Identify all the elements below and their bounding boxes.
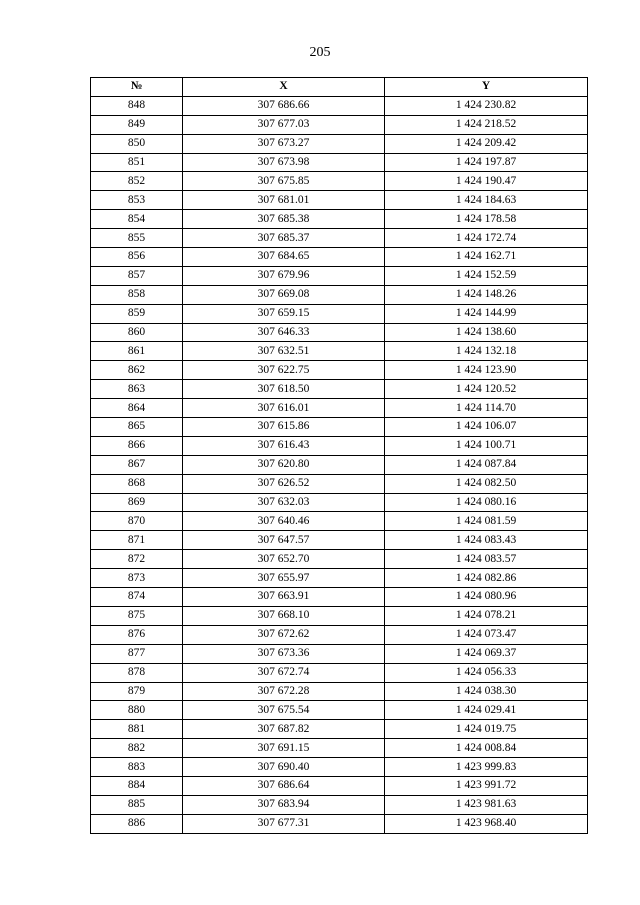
cell-x: 307 690.40 [183,758,385,777]
cell-y: 1 424 178.58 [385,210,588,229]
cell-number: 851 [91,153,183,172]
table-row [91,455,588,474]
table-row [91,493,588,512]
table-row [91,474,588,493]
cell-y: 1 423 991.72 [385,776,588,795]
cell-number: 856 [91,248,183,267]
cell-x: 307 669.08 [183,285,385,304]
table-row [91,153,588,172]
cell-number: 871 [91,531,183,550]
cell-y: 1 424 197.87 [385,153,588,172]
table-row [91,814,588,833]
header-number: № [91,78,183,97]
cell-x: 307 626.52 [183,474,385,493]
table-row [91,606,588,625]
cell-y: 1 424 218.52 [385,115,588,134]
cell-y: 1 424 172.74 [385,229,588,248]
cell-number: 867 [91,455,183,474]
cell-x: 307 663.91 [183,588,385,607]
cell-number: 870 [91,512,183,531]
cell-x: 307 685.37 [183,229,385,248]
cell-number: 868 [91,474,183,493]
cell-y: 1 424 069.37 [385,644,588,663]
cell-number: 879 [91,682,183,701]
cell-y: 1 424 123.90 [385,361,588,380]
cell-x: 307 672.28 [183,682,385,701]
cell-x: 307 673.36 [183,644,385,663]
cell-number: 878 [91,663,183,682]
cell-number: 874 [91,588,183,607]
cell-number: 866 [91,436,183,455]
table-row [91,682,588,701]
table-row [91,569,588,588]
cell-number: 885 [91,795,183,814]
table-row [91,739,588,758]
coordinates-table [90,77,588,834]
cell-y: 1 424 132.18 [385,342,588,361]
cell-number: 876 [91,625,183,644]
table-row [91,418,588,437]
cell-y: 1 424 056.33 [385,663,588,682]
cell-y: 1 424 082.86 [385,569,588,588]
cell-y: 1 424 138.60 [385,323,588,342]
cell-x: 307 668.10 [183,606,385,625]
cell-x: 307 618.50 [183,380,385,399]
cell-x: 307 622.75 [183,361,385,380]
cell-y: 1 424 230.82 [385,96,588,115]
table-row [91,720,588,739]
cell-x: 307 677.03 [183,115,385,134]
header-x: X [183,78,385,97]
cell-y: 1 424 083.57 [385,550,588,569]
table-row [91,342,588,361]
cell-y: 1 424 144.99 [385,304,588,323]
table-row [91,380,588,399]
table-row [91,701,588,720]
cell-x: 307 673.27 [183,134,385,153]
cell-number: 883 [91,758,183,777]
cell-x: 307 679.96 [183,266,385,285]
cell-x: 307 672.74 [183,663,385,682]
cell-number: 862 [91,361,183,380]
cell-x: 307 685.38 [183,210,385,229]
cell-number: 857 [91,266,183,285]
table-body [91,96,588,833]
table-row [91,399,588,418]
cell-y: 1 424 184.63 [385,191,588,210]
table-row [91,323,588,342]
table-row [91,191,588,210]
cell-x: 307 615.86 [183,418,385,437]
cell-number: 886 [91,814,183,833]
cell-y: 1 424 106.07 [385,418,588,437]
cell-y: 1 424 190.47 [385,172,588,191]
cell-number: 859 [91,304,183,323]
table-header [91,78,588,97]
cell-number: 875 [91,606,183,625]
cell-y: 1 424 114.70 [385,399,588,418]
table-row [91,663,588,682]
cell-number: 860 [91,323,183,342]
cell-x: 307 632.03 [183,493,385,512]
table-row [91,758,588,777]
cell-x: 307 681.01 [183,191,385,210]
cell-y: 1 424 162.71 [385,248,588,267]
cell-number: 853 [91,191,183,210]
cell-number: 855 [91,229,183,248]
table-row [91,644,588,663]
cell-x: 307 659.15 [183,304,385,323]
cell-y: 1 424 082.50 [385,474,588,493]
cell-x: 307 684.65 [183,248,385,267]
cell-number: 869 [91,493,183,512]
cell-x: 307 640.46 [183,512,385,531]
table-row [91,776,588,795]
cell-y: 1 424 148.26 [385,285,588,304]
cell-number: 863 [91,380,183,399]
cell-number: 873 [91,569,183,588]
cell-x: 307 655.97 [183,569,385,588]
cell-number: 849 [91,115,183,134]
table-row [91,172,588,191]
table-row [91,361,588,380]
cell-y: 1 424 008.84 [385,739,588,758]
cell-x: 307 616.01 [183,399,385,418]
table-row [91,531,588,550]
cell-number: 882 [91,739,183,758]
cell-x: 307 673.98 [183,153,385,172]
cell-x: 307 647.57 [183,531,385,550]
cell-number: 884 [91,776,183,795]
table-row [91,115,588,134]
cell-x: 307 677.31 [183,814,385,833]
table-row [91,550,588,569]
cell-y: 1 424 019.75 [385,720,588,739]
table-row [91,795,588,814]
table-row [91,210,588,229]
table-row [91,625,588,644]
cell-y: 1 424 209.42 [385,134,588,153]
cell-y: 1 424 120.52 [385,380,588,399]
cell-x: 307 683.94 [183,795,385,814]
cell-x: 307 675.85 [183,172,385,191]
cell-y: 1 424 073.47 [385,625,588,644]
cell-y: 1 424 083.43 [385,531,588,550]
table-row [91,96,588,115]
cell-x: 307 691.15 [183,739,385,758]
cell-x: 307 687.82 [183,720,385,739]
cell-x: 307 646.33 [183,323,385,342]
cell-y: 1 423 999.83 [385,758,588,777]
cell-number: 864 [91,399,183,418]
header-y: Y [385,78,588,97]
cell-x: 307 616.43 [183,436,385,455]
cell-x: 307 620.80 [183,455,385,474]
cell-y: 1 424 029.41 [385,701,588,720]
cell-number: 880 [91,701,183,720]
cell-x: 307 675.54 [183,701,385,720]
cell-number: 877 [91,644,183,663]
cell-y: 1 424 152.59 [385,266,588,285]
table-row [91,248,588,267]
table-row [91,512,588,531]
header-row [91,78,588,97]
cell-x: 307 686.64 [183,776,385,795]
table-row [91,285,588,304]
table-row [91,134,588,153]
cell-y: 1 424 038.30 [385,682,588,701]
table-row [91,588,588,607]
cell-y: 1 423 981.63 [385,795,588,814]
table-row [91,304,588,323]
cell-y: 1 424 080.16 [385,493,588,512]
cell-number: 861 [91,342,183,361]
cell-number: 865 [91,418,183,437]
page-number: 205 [309,45,331,60]
cell-number: 854 [91,210,183,229]
cell-x: 307 686.66 [183,96,385,115]
cell-y: 1 423 968.40 [385,814,588,833]
cell-x: 307 672.62 [183,625,385,644]
cell-y: 1 424 078.21 [385,606,588,625]
cell-y: 1 424 087.84 [385,455,588,474]
cell-number: 850 [91,134,183,153]
cell-number: 852 [91,172,183,191]
cell-y: 1 424 080.96 [385,588,588,607]
cell-number: 881 [91,720,183,739]
table-row [91,229,588,248]
cell-number: 848 [91,96,183,115]
table-row [91,266,588,285]
cell-x: 307 652.70 [183,550,385,569]
table-row [91,436,588,455]
cell-x: 307 632.51 [183,342,385,361]
cell-number: 872 [91,550,183,569]
cell-y: 1 424 100.71 [385,436,588,455]
cell-y: 1 424 081.59 [385,512,588,531]
cell-number: 858 [91,285,183,304]
